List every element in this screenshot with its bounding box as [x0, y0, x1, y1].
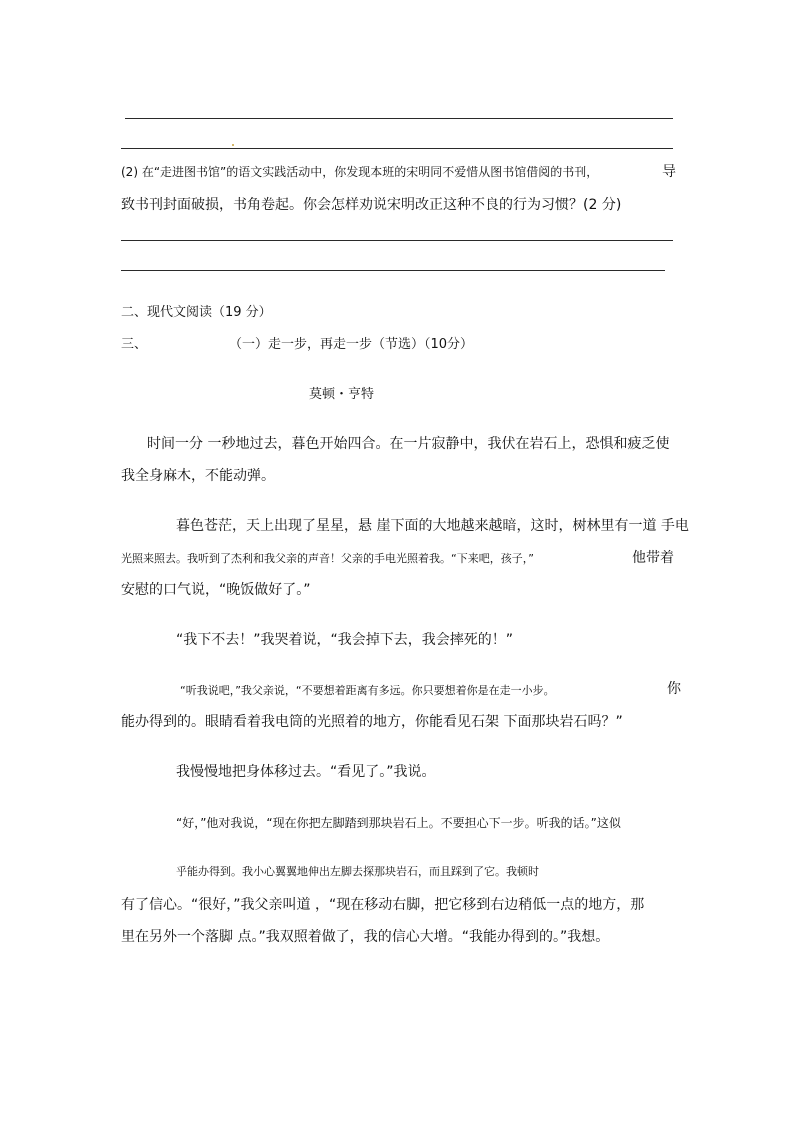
passage-p7-line-3: 里在另外一个落脚 点。”我双照着做了，我的信心大增。“我能办得到的。”我想。: [121, 929, 610, 945]
passage-p6: “好，”他对我说，“现在你把左脚踏到那块岩石上。不要担心下一步。听我的话。”这似: [176, 816, 621, 830]
section-heading-modern-reading: 二、现代文阅读（19 分）: [121, 305, 272, 320]
question-2-line-1: (2) 在“走进图书馆”的语文实践活动中，你发现本班的宋明同不爱惜从图书馆借阅的书刊，: [121, 165, 599, 179]
passage-p7-line-1: 乎能办得到。我小心翼翼地伸出左脚去探那块岩石，而且踩到了它。我顿时: [176, 865, 539, 878]
passage-p1-line-2: 我全身麻木，不能动弹。: [121, 468, 275, 484]
passage-p7-line-2: 有了信心。“很好，”我父亲叫道 ，“现在移动右脚，把它移到右边稍低一点的地方，那: [121, 897, 645, 913]
section-number: 三、: [121, 337, 148, 352]
passage-p2-line-1: 暮色苍茫，天上出现了星星，悬 崖下面的大地越来越暗，这时，树林里有一道 手电: [176, 518, 689, 534]
passage-p2-line-2-end: 他带着: [632, 550, 674, 566]
passage-heading: （一）走一步，再走一步（节选）（10分）: [229, 337, 474, 352]
passage-p3: “我下不去！”我哭着说，“我会掉下去，我会摔死的！”: [176, 632, 514, 648]
passage-p2-line-3: 安慰的口气说，“晚饭做好了。”: [121, 582, 311, 598]
answer-line-1: [125, 118, 673, 119]
passage-p4-line-2: 能办得到的。眼睛看着我电筒的光照着的地方，你能看见石架 下面那块岩石吗？”: [121, 714, 623, 730]
answer-line-4: [121, 270, 665, 271]
passage-p5: 我慢慢地把身体移过去。“看见了。”我说。: [176, 764, 436, 780]
passage-p2-line-2: 光照来照去。我听到了杰利和我父亲的声音！父亲的手电光照着我。“下来吧，孩子，”: [121, 552, 534, 565]
ink-speck: [232, 144, 234, 146]
answer-line-3: [121, 240, 673, 241]
passage-p1-line-1: 时间一分 一秒地过去，暮色开始四合。在一片寂静中，我伏在岩石上，恐惧和疲乏使: [147, 436, 670, 452]
passage-p4-line-1: “听我说吧，”我父亲说，“不要想着距离有多远。你只要想着你是在走一小步。: [180, 684, 555, 697]
question-2-line-2: 致书刊封面破损，书角卷起。你会怎样劝说宋明改正这种不良的行为习惯？(2 分): [121, 197, 622, 213]
answer-line-2: [121, 148, 673, 149]
author-name: 莫顿・亨特: [309, 387, 375, 402]
question-2-line-1-end: 导: [662, 164, 676, 180]
passage-p4-line-1-end: 你: [667, 681, 681, 697]
